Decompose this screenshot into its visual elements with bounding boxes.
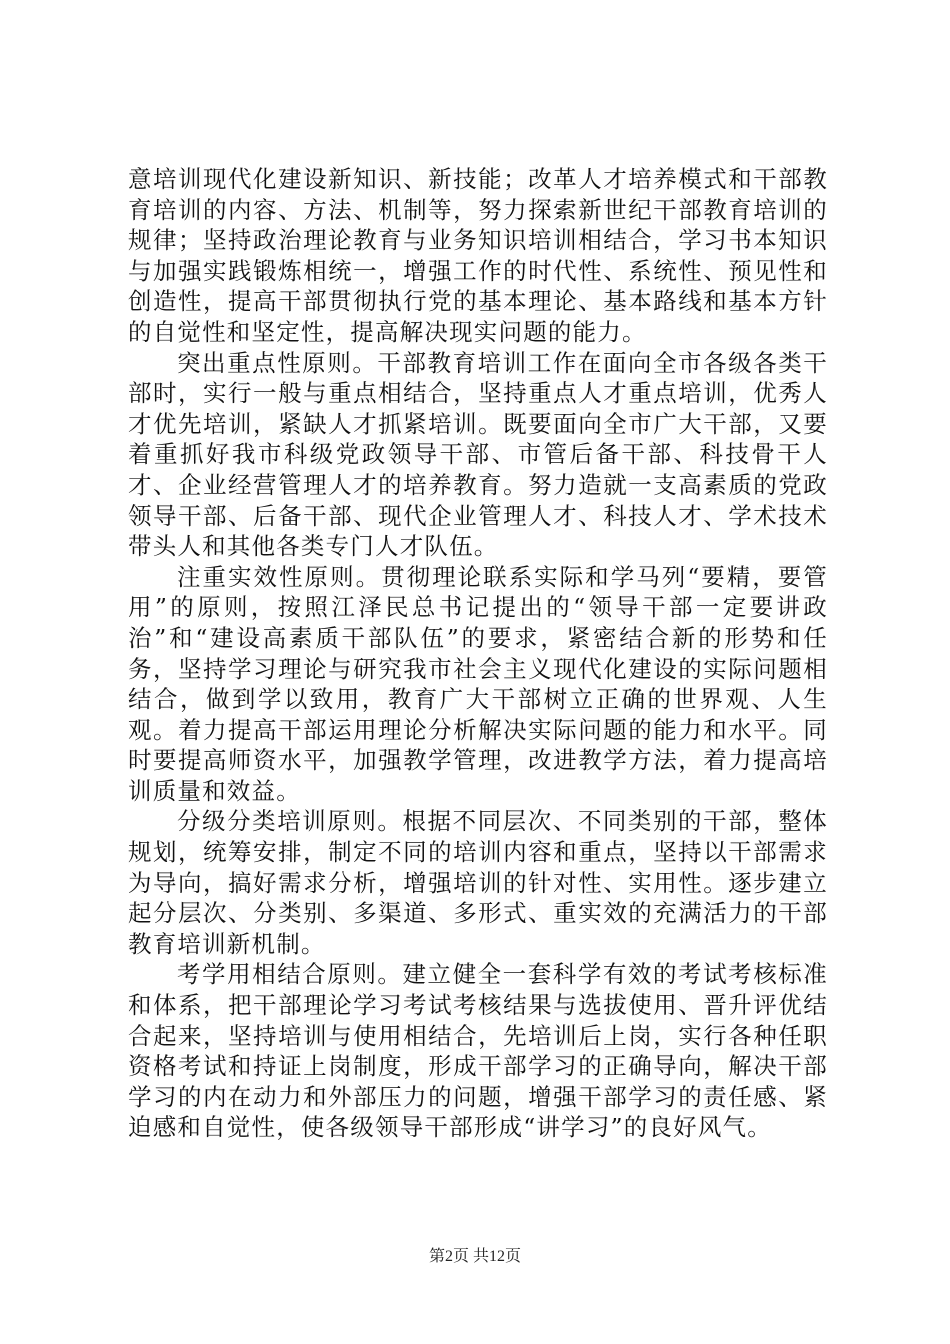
document-body <box>128 164 828 1143</box>
paragraph-key-principle: 突出重点性原则。干部教育培训工作在面向全市各级各类干部时，实行一般与重点相结合，坚持重点人才重点培训，优秀人才优先培训，紧缺人才抓紧培训。既要面向全市广大干部，又要着重抓好我市科级党政领导干部、市管后备干部、科技骨干人才、企业经营管理人才的培养教育。努力造就一支高素质的党政领导干部、后备干部、现代企业管理人才、科技人才、学术技术带头人和其他各类专门人才队伍。 <box>128 348 828 561</box>
paragraph-exam-study-use-principle: 考学用相结合原则。建立健全一套科学有效的考试考核标准和体系，把干部理论学习考试考核结果与选拔使用、晋升评优结合起来，坚持培训与使用相结合，先培训后上岗，实行各种任职资格考试和持证上岗制度，形成干部学习的正确导向，解决干部学习的内在动力和外部压力的问题，增强干部学习的责任感、紧迫感和自觉性，使各级领导干部形成“讲学习”的良好风气。 <box>128 960 828 1142</box>
page-number-footer: 第2页 共12页 <box>428 1248 521 1265</box>
paragraph-continuation: 意培训现代化建设新知识、新技能；改革人才培养模式和干部教育培训的内容、方法、机制等，努力探索新世纪干部教育培训的规律；坚持政治理论教育与业务知识培训相结合，学习书本知识与加强实践锻炼相统一，增强工作的时代性、系统性、预见性和创造性，提高干部贯彻执行党的基本理论、基本路线和基本方针的自觉性和坚定性，提高解决现实问题的能力。 <box>128 165 828 346</box>
paragraph-tiered-training-principle: 分级分类培训原则。根据不同层次、不同类别的干部，整体规划，统筹安排，制定不同的培训内容和重点，坚持以干部需求为导向，搞好需求分析，增强培训的针对性、实用性。逐步建立起分层次、分类别、多渠道、多形式、重实效的充满活力的干部教育培训新机制。 <box>128 807 828 958</box>
paragraph-effectiveness-principle: 注重实效性原则。贯彻理论联系实际和学马列“要精，要管用”的原则，按照江泽民总书记提出的“领导干部一定要讲政治”和“建设高素质干部队伍”的要求，紧密结合新的形势和任务，坚持学习理论与研究我市社会主义现代化建设的实际问题相结合，做到学以致用，教育广大干部树立正确的世界观、人生观。着力提高干部运用理论分析解决实际问题的能力和水平。同时要提高师资水平，加强教学管理，改进教学方法，着力提高培训质量和效益。 <box>128 562 828 805</box>
